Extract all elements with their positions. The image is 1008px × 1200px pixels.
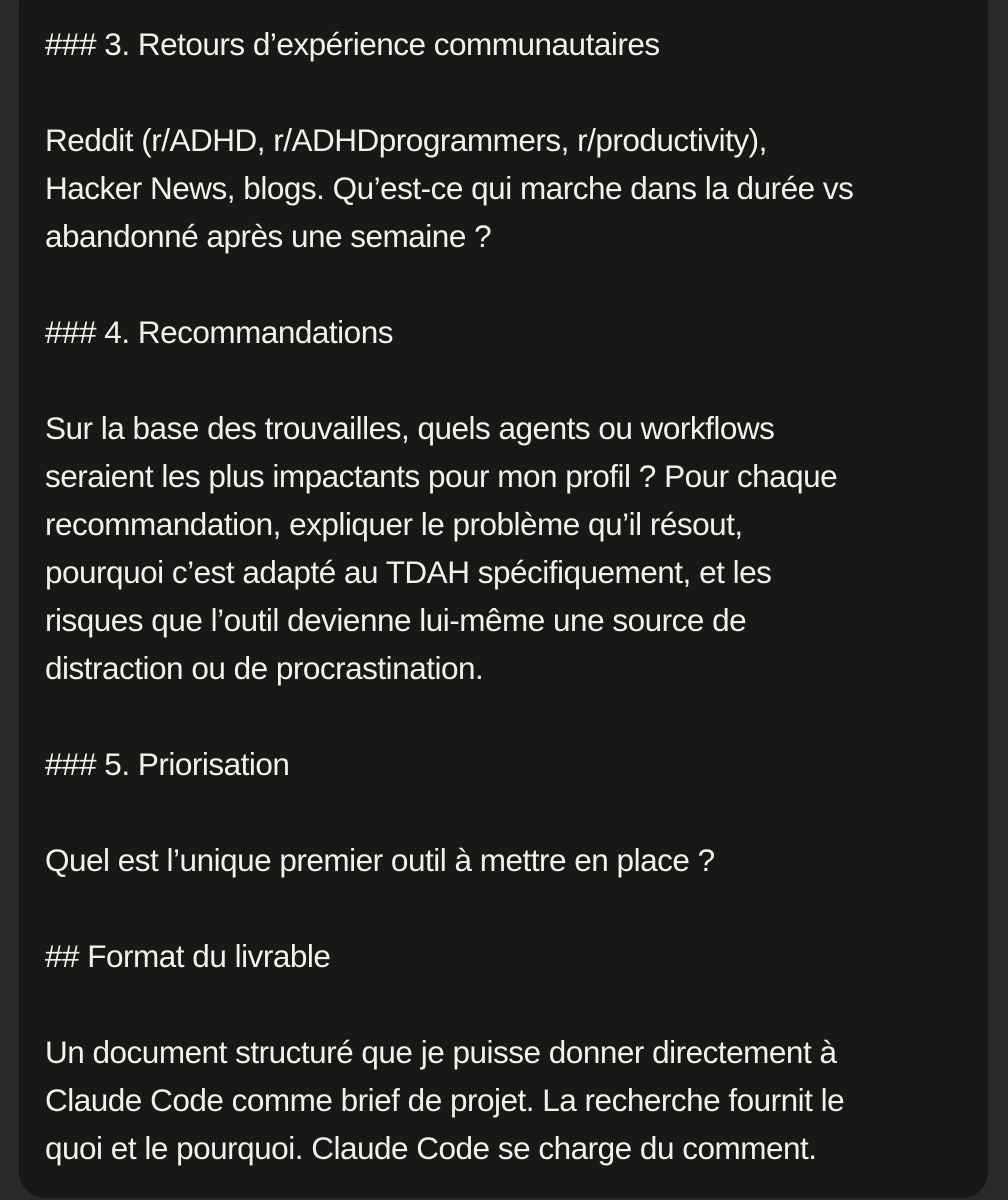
paragraph-line: quoi et le pourquoi. Claude Code se charge du comment. — [45, 1130, 817, 1166]
paragraph-line: seraient les plus impactants pour mon profil ? Pour chaque — [45, 458, 838, 494]
blank-line — [45, 692, 962, 740]
blank-line — [45, 884, 962, 932]
section-heading-3: ### 3. Retours d’expérience communautaires — [45, 26, 660, 62]
section-heading-format: ## Format du livrable — [45, 938, 331, 974]
paragraph-line: Un document structuré que je puisse donner directement à — [45, 1034, 837, 1070]
blank-line — [45, 980, 962, 1028]
paragraph-line: pourquoi c’est adapté au TDAH spécifiquement, et les — [45, 554, 772, 590]
paragraph-line: Claude Code comme brief de projet. La recherche fournit le — [45, 1082, 845, 1118]
paragraph-line: Sur la base des trouvailles, quels agents ou workflows — [45, 410, 775, 446]
section-heading-5: ### 5. Priorisation — [45, 746, 290, 782]
paragraph-line: Quel est l’unique premier outil à mettre en place ? — [45, 842, 715, 878]
paragraph-line: recommandation, expliquer le problème qu’il résout, — [45, 506, 743, 542]
blank-line — [45, 788, 962, 836]
paragraph-line: abandonné après une semaine ? — [45, 218, 492, 254]
blank-line — [45, 356, 962, 404]
blank-line — [45, 68, 962, 116]
section-heading-4: ### 4. Recommandations — [45, 314, 393, 350]
paragraph-line: distraction ou de procrastination. — [45, 650, 484, 686]
message-bubble — [19, 0, 988, 1198]
message-content — [45, 20, 962, 1172]
paragraph-line: Reddit (r/ADHD, r/ADHDprogrammers, r/productivity), — [45, 122, 767, 158]
paragraph-line: risques que l’outil devienne lui-même une source de — [45, 602, 747, 638]
blank-line — [45, 260, 962, 308]
paragraph-line: Hacker News, blogs. Qu’est-ce qui marche dans la durée vs — [45, 170, 854, 206]
